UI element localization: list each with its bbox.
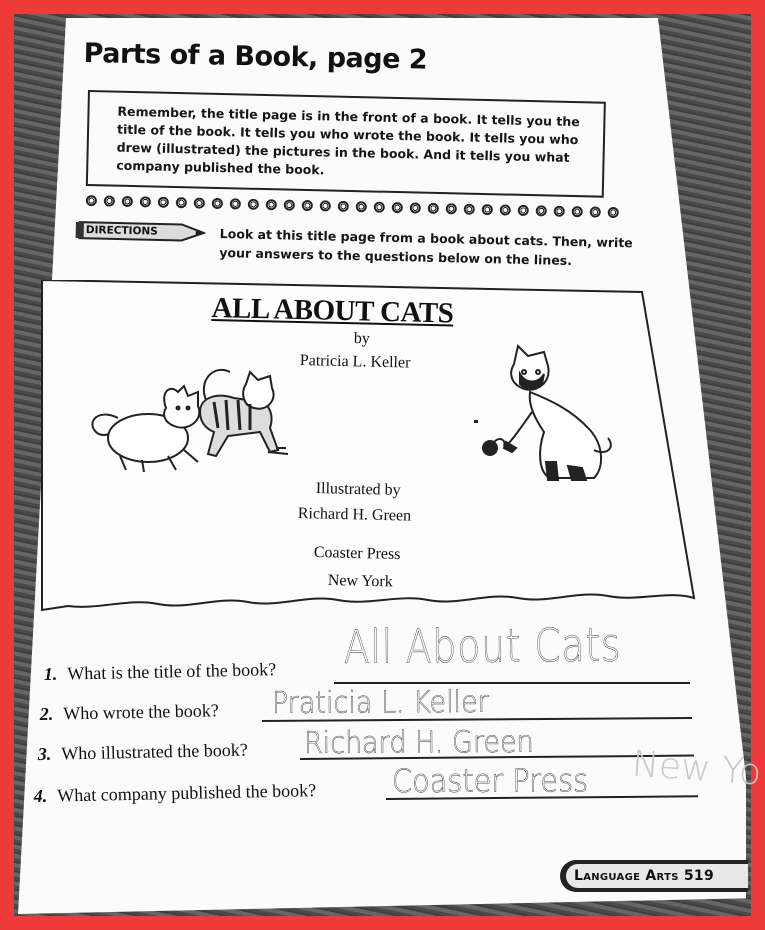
divider-dot <box>194 197 205 208</box>
divider-dot <box>320 200 331 211</box>
divider-dot <box>266 199 277 210</box>
divider-dot <box>158 197 169 208</box>
divider-dot <box>374 202 385 213</box>
question-3 <box>38 740 248 765</box>
divider-dot <box>518 205 529 216</box>
reminder-box: Remember, the title page is in the front of a book. It tells you the title of the book. It tells you who wrote the book. It tells you who drew (illustrated) the pictures in the book. And it tells you what company published the book. <box>86 90 606 198</box>
divider-dot <box>140 196 151 207</box>
divider-dot <box>284 199 295 210</box>
divider-dot <box>410 202 421 213</box>
divider-dot <box>590 206 601 217</box>
answer-line-1 <box>334 682 690 684</box>
divider-dot <box>302 200 313 211</box>
book-title: ALL ABOUT CATS <box>211 292 454 330</box>
divider-dot <box>482 204 493 215</box>
ink-speck <box>474 420 478 423</box>
question-text: Who wrote the book? <box>63 700 219 724</box>
divider-dot <box>230 198 241 209</box>
divider-dot <box>464 204 475 215</box>
divider-dot <box>212 198 223 209</box>
divider-dot <box>500 204 511 215</box>
publisher-city: New York <box>327 572 393 591</box>
illustrator-name: Richard H. Green <box>297 505 412 525</box>
question-text: Who illustrated the book? <box>61 739 248 764</box>
publisher-name: Coaster Press <box>313 544 401 563</box>
answer-3[interactable]: Richard H. Green <box>303 724 534 761</box>
divider-dot <box>104 195 115 206</box>
faint-erased-writing: New Yo <box>630 743 763 794</box>
page-footer-label: Language Arts 519 <box>566 864 748 888</box>
page-title: Parts of a Book, page 2 <box>83 38 428 76</box>
divider-dot <box>572 206 583 217</box>
divider-dot <box>428 203 439 214</box>
divider-dot <box>392 202 403 213</box>
answer-1[interactable]: All About Cats <box>343 617 622 674</box>
divider-dot <box>446 203 457 214</box>
divider-dot <box>338 201 349 212</box>
by-label: by <box>353 330 370 348</box>
divider-dot <box>554 206 565 217</box>
directions-text: Look at this title page from a book about cats. Then, write your answers to the questions below on the lines. <box>219 225 633 268</box>
directions-label: DIRECTIONS <box>85 224 158 238</box>
divider-dot <box>176 197 187 208</box>
question-number: 4. <box>33 785 48 807</box>
illustrated-by-label: Illustrated by <box>315 480 401 499</box>
divider-dot <box>608 207 619 218</box>
question-text: What company published the book? <box>57 780 317 806</box>
question-number: 2. <box>39 703 54 725</box>
divider-dot <box>536 205 547 216</box>
question-text: What is the title of the book? <box>67 659 277 684</box>
divider-dot <box>86 195 97 206</box>
author-name: Patricia L. Keller <box>299 352 411 372</box>
answer-4[interactable]: Coaster Press <box>391 761 589 800</box>
divider-dot <box>248 199 259 210</box>
question-number: 3. <box>37 743 52 765</box>
question-2 <box>40 700 219 725</box>
divider-dot <box>122 196 133 207</box>
answer-2[interactable]: Praticia L. Keller <box>271 684 489 721</box>
divider-dot <box>356 201 367 212</box>
question-number: 1. <box>43 663 58 685</box>
